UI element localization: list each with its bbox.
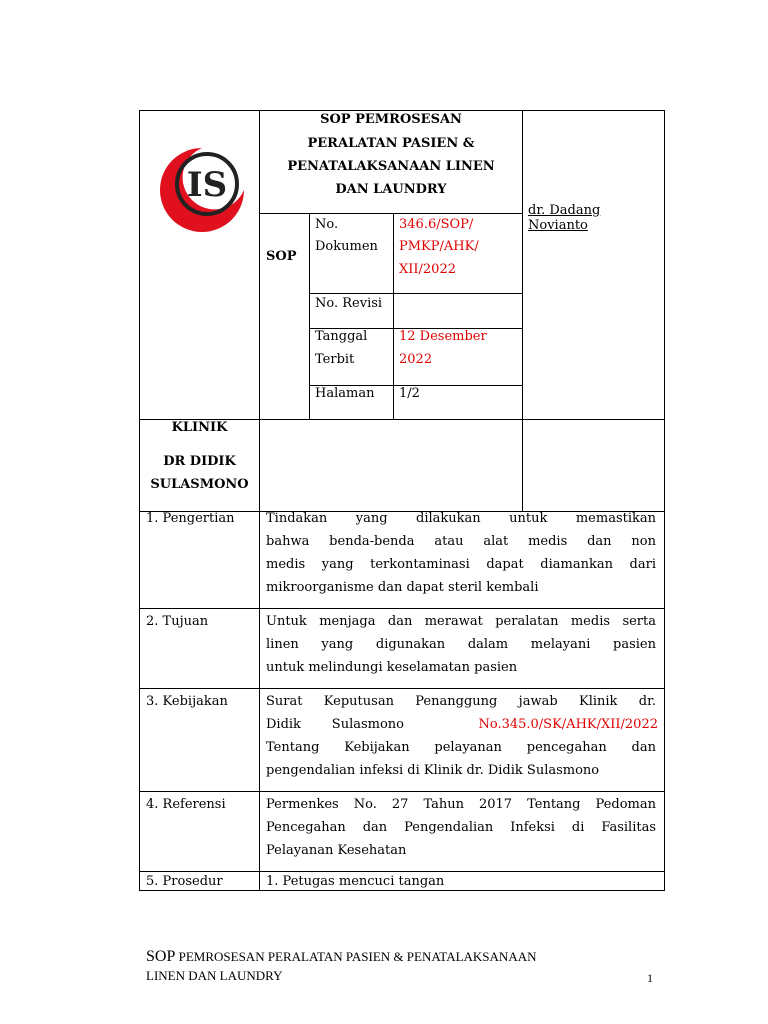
no-dokumen-value-3: XII/2022 [399,262,456,277]
title-row-bottom [259,213,523,214]
referensi-line: Pencegahan dan Pengendalian Infeksi di Fasilitas [266,820,656,835]
table-border-left [139,110,140,891]
pengertian-line: bahwa benda-benda atau alat medis dan non [266,534,656,549]
sop-col-divider [309,213,310,419]
no-revisi-label: No. Revisi [315,296,383,311]
kebijakan-line: Tentang Kebijakan pelayanan pencegahan dan [266,740,656,755]
no-dokumen-value-2: PMKP/AHK/ [399,239,479,254]
table-border-right [664,110,665,891]
sop-label: SOP [266,249,297,264]
section1-bottom [139,608,665,609]
tanggal-value-2: 2022 [399,352,433,367]
clinic-logo [152,140,252,240]
tanggal-label-2: Terbit [315,352,355,367]
logo-lettermark: IS [186,165,228,205]
section-label-tujuan: 2. Tujuan [146,614,209,629]
tujuan-line: linen yang digunakan dalam melayani pasien [266,637,656,652]
section-label-kebijakan: 3. Kebijakan [146,694,228,709]
pengertian-line: Tindakan yang dilakukan untuk memastikan [266,511,656,526]
value-col-divider [393,213,394,419]
halaman-label: Halaman [315,386,375,401]
clinic-name-line-2: DR DIDIK [163,454,236,469]
kebijakan-line [266,713,658,736]
body-col-divider [259,511,260,891]
kebijakan-name-text: Didik Sulasmono [266,717,404,732]
section-label-referensi: 4. Referensi [146,797,226,812]
doc-title-line-2: PERALATAN PASIEN & [307,136,475,151]
footer-line-1 [146,948,536,966]
pengertian-line: mikroorganisme dan dapat steril kembali [266,580,539,595]
no-dokumen-label-1: No. [315,217,339,232]
prosedur-line: 1. Petugas mencuci tangan [266,874,445,889]
halaman-value: 1/2 [399,386,420,401]
kebijakan-line: Surat Keputusan Penanggung jawab Klinik dr. [266,694,656,709]
no-dokumen-label-2: Dokumen [315,239,378,254]
header-col-divider-2 [522,110,523,511]
signatory-line-2: Novianto [528,218,588,233]
tujuan-line: Untuk menjaga dan merawat peralatan medis serta [266,614,656,629]
section3-bottom [139,791,665,792]
footer-page-number: 1 [647,971,653,985]
section2-bottom [139,688,665,689]
kebijakan-line: pengendalian infeksi di Klinik dr. Didik Sulasmono [266,763,600,778]
doc-title-line-4: DAN LAUNDRY [335,182,447,197]
kebijakan-name-part [266,713,404,736]
kebijakan-sk-number: No.345.0/SK/AHK/XII/2022 [478,717,658,732]
clinic-name-line-1: KLINIK [171,420,228,435]
footer-title-rest: PEMROSESAN PERALATAN PASIEN & PENATALAKSANAAN [178,949,537,964]
referensi-line: Permenkes No. 27 Tahun 2017 Tentang Pedoman [266,797,656,812]
no-dokumen-value-1: 346.6/SOP/ [399,217,474,232]
tujuan-line: untuk melindungi keselamatan pasien [266,660,518,675]
pengertian-line: medis yang terkontaminasi dapat diamankan dari [266,557,656,572]
footer-line-2: LINEN DAN LAUNDRY [146,968,283,983]
signatory-line-1: dr. Dadang [528,203,601,218]
section-label-pengertian: 1. Pengertian [146,511,235,526]
footer-sop-word: SOP [146,948,176,965]
doc-title-line-3: PENATALAKSANAAN LINEN [287,159,495,174]
section-label-prosedur: 5. Prosedur [146,874,223,889]
clinic-name-line-3: SULASMONO [150,477,249,492]
referensi-line: Pelayanan Kesehatan [266,843,407,858]
tanggal-value-1: 12 Desember [399,329,487,344]
tanggal-label-1: Tanggal [315,329,368,344]
doc-title-line-1: SOP PEMROSESAN [320,112,462,127]
